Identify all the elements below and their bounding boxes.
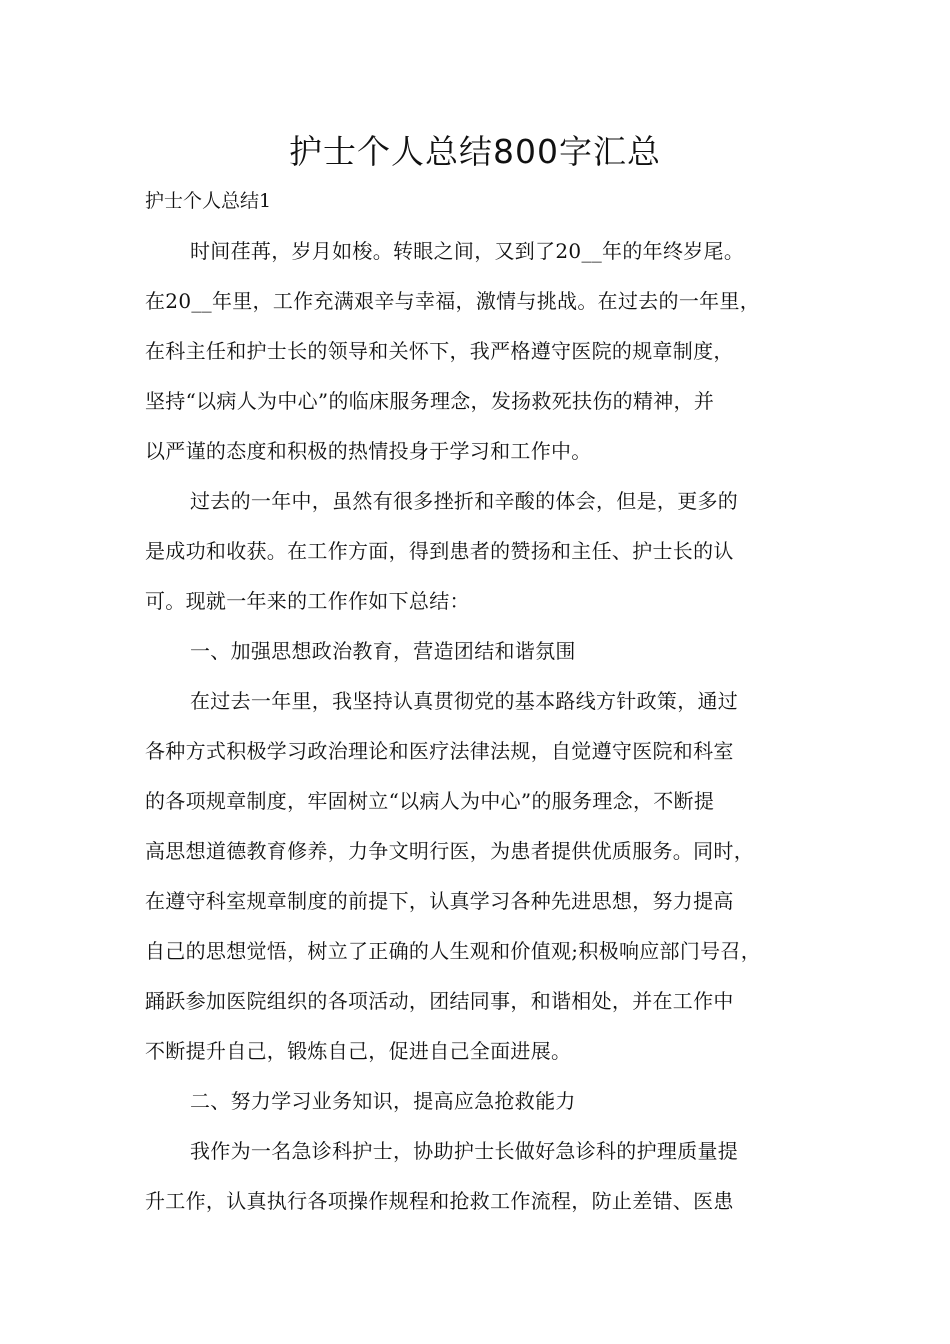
- paragraph-line: 坚持“以病人为中心”的临床服务理念，发扬救死扶伤的精神，并: [145, 389, 715, 413]
- paragraph-line: 升工作，认真执行各项操作规程和抢救工作流程，防止差错、医患: [145, 1189, 734, 1213]
- paragraph-line: 我作为一名急诊科护士，协助护士长做好急诊科的护理质量提: [190, 1139, 739, 1163]
- paragraph-line: 自己的思想觉悟，树立了正确的人生观和价值观;积极响应部门号召，: [145, 939, 762, 963]
- paragraph-line: 在过去一年里，我坚持认真贯彻党的基本路线方针政策，通过: [190, 689, 739, 713]
- paragraph-line: 各种方式积极学习政治理论和医疗法律法规，自觉遵守医院和科室: [145, 739, 734, 763]
- section-heading-2: 二、努力学习业务知识，提高应急抢救能力: [190, 1089, 576, 1113]
- paragraph-line: 在20__年里，工作充满艰辛与幸福，激情与挑战。在过去的一年里，: [145, 289, 761, 313]
- paragraph-line: 不断提升自己，锻炼自己，促进自己全面进展。: [145, 1039, 572, 1063]
- paragraph-line: 在科主任和护士长的领导和关怀下，我严格遵守医院的规章制度，: [145, 339, 734, 363]
- document-title: 护士个人总结800字汇总: [289, 132, 661, 171]
- paragraph-line: 时间荏苒，岁月如梭。转眼之间，又到了20__年的年终岁尾。: [190, 239, 745, 263]
- paragraph-line: 可。现就一年来的工作作如下总结：: [145, 589, 470, 613]
- paragraph-line: 高思想道德教育修养，力争文明行医，为患者提供优质服务。同时，: [145, 839, 754, 863]
- paragraph-line: 的各项规章制度，牢固树立“以病人为中心”的服务理念，不断提: [145, 789, 715, 813]
- paragraph-line: 以严谨的态度和积极的热情投身于学习和工作中。: [145, 439, 592, 463]
- paragraph-line: 踊跃参加医院组织的各项活动，团结同事，和谐相处，并在工作中: [145, 989, 734, 1013]
- paragraph-line: 在遵守科室规章制度的前提下，认真学习各种先进思想，努力提高: [145, 889, 734, 913]
- section-heading-1: 一、加强思想政治教育，营造团结和谐氛围: [190, 639, 576, 663]
- paragraph-line: 过去的一年中，虽然有很多挫折和辛酸的体会，但是，更多的: [190, 489, 739, 513]
- section-heading: 护士个人总结1: [145, 190, 272, 212]
- paragraph-line: 是成功和收获。在工作方面，得到患者的赞扬和主任、护士长的认: [145, 539, 734, 563]
